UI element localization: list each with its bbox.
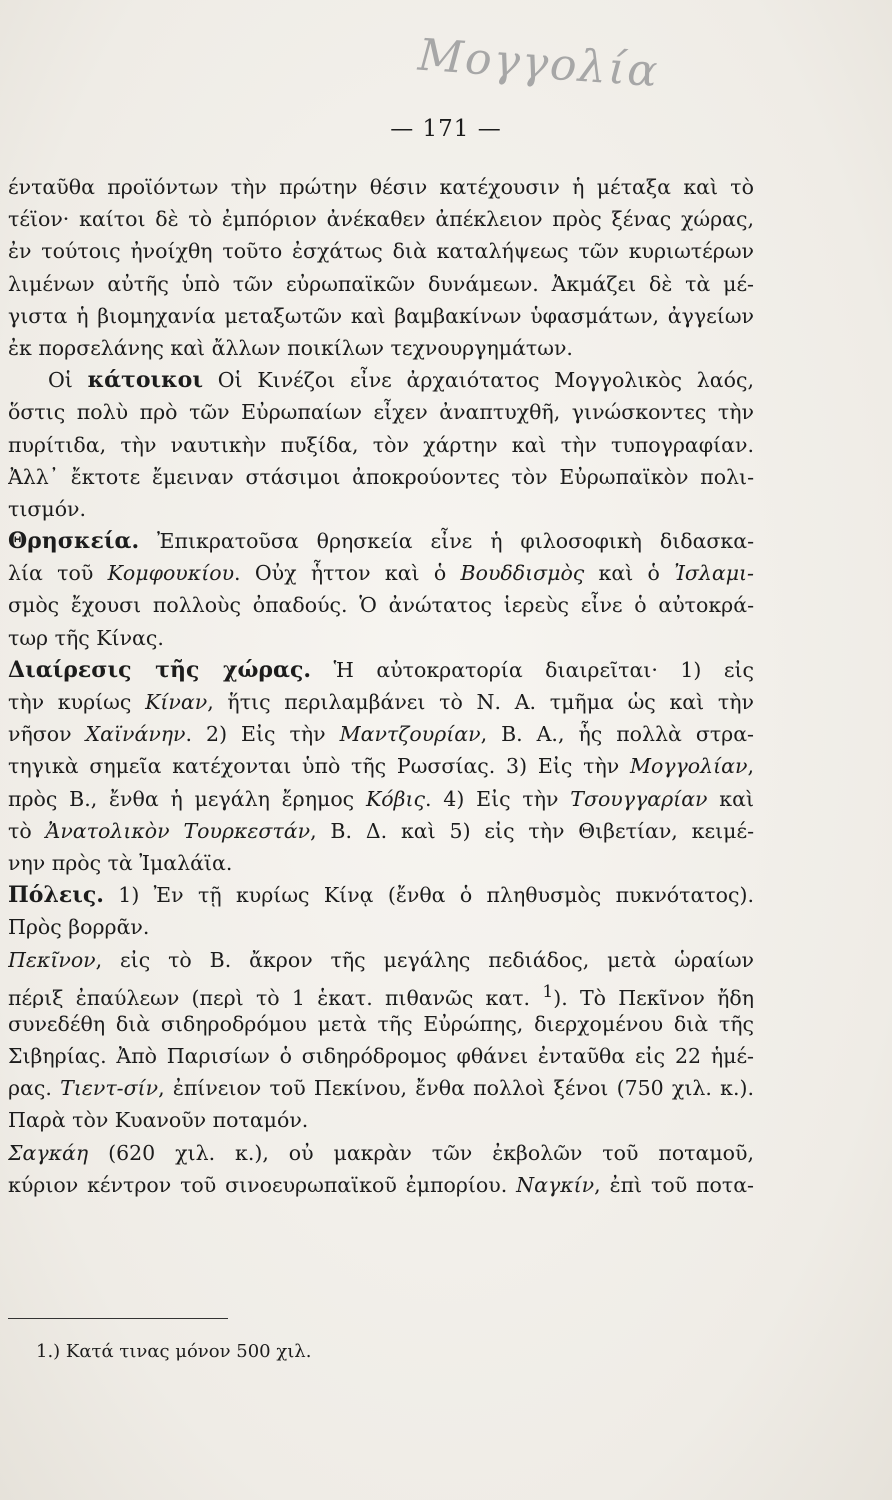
threskeia-paragraph: Θρησκεία. Ἐπικρατοῦσα θρησκεία εἶνε ἡ φιλοσοφικὴ διδασκα-: [8, 528, 754, 555]
section-label-diairesis: Διαίρεσις τῆς χώρας.: [8, 656, 312, 683]
text-line: ένταῦθα προϊόντων τὴν πρώτην θέσιν κατέχουσιν ἡ μέταξα καὶ τὸ: [8, 175, 754, 199]
text-line: ρας. Τιεντ-σίν, ἐπίνειον τοῦ Πεκίνου, ἔνθα πολλοὶ ξένοι (750 χιλ. κ.).: [8, 1076, 754, 1101]
section-label-katoikoi: κάτοικοι: [87, 367, 203, 394]
text-line: Σαγκάη (620 χιλ. κ.), οὐ μακρὰν τῶν ἐκβολῶν τοῦ ποταμοῦ,: [8, 1140, 754, 1165]
section-label-poleis: Πόλεις.: [8, 882, 104, 909]
text-line: ἐκ πορσελάνης καὶ ἄλλων ποικίλων τεχνουργημάτων.: [8, 335, 573, 360]
handwritten-annotation: Μογγολία: [416, 29, 661, 98]
text-line: Σιβηρίας. Ἀπὸ Παρισίων ὁ σιδηρόδρομος φθάνει ἐνταῦθα εἰς 22 ἡμέ-: [8, 1044, 754, 1069]
text-line: συνεδέθη διὰ σιδηροδρόμου μετὰ τῆς Εὐρώπης, διερχομένου διὰ τῆς: [8, 1011, 754, 1036]
poleis-paragraph: Πόλεις. 1) Ἐν τῇ κυρίως Κίνᾳ (ἔνθα ὁ πληθυσμὸς πυκνότατος).: [8, 882, 754, 909]
footnote-marker: 1: [542, 981, 554, 1002]
text-line: πρὸς Β., ἔνθα ἡ μεγάλη ἔρημος Κόβις. 4) Εἰς τὴν Τσουγγαρίαν καὶ: [8, 786, 754, 811]
footnote-divider: [8, 1318, 228, 1319]
text-line: πέριξ ἐπαύλεων (περὶ τὸ 1 ἑκατ. πιθανῶς κατ. $^1$). Τὸ Πεκῖνον ἤδη: [8, 981, 754, 1008]
text-line: τέϊον· καίτοι δὲ τὸ ἐμπόριον ἀνέκαθεν ἀπέκλειον πρὸς ξένας χώρας,: [8, 207, 754, 232]
text-line: νην πρὸς τὰ Ἰμαλάϊα.: [8, 850, 233, 875]
katoikoi-paragraph: Οἱ κάτοικοι Οἱ Κινέζοι εἶνε ἀρχαιότατος Μογγολικὸς λαός,: [48, 367, 754, 394]
text-line: ὅστις πολὺ πρὸ τῶν Εὐρωπαίων εἶχεν ἀναπτυχθῆ, γινώσκοντες τὴν: [8, 400, 754, 425]
text-line: τὴν κυρίως Κίναν, ἥτις περιλαμβάνει τὸ Ν. Α. τμῆμα ὡς καὶ τὴν: [8, 690, 754, 714]
text-line: κύριον κέντρον τοῦ σινοευρωπαϊκοῦ ἐμπορίου. Ναγκίν, ἐπὶ τοῦ ποτα-: [8, 1172, 754, 1197]
text-line: Πρὸς βορρᾶν.: [8, 915, 150, 940]
text-line: τισμόν.: [8, 496, 87, 521]
text-line: τὸ Ἀνατολικὸν Τουρκεστάν, Β. Δ. καὶ 5) εἰς τὴν Θιβετίαν, κειμέ-: [8, 818, 754, 843]
text-body: [8, 171, 754, 1201]
text-line: λιμένων αὐτῆς ὑπὸ τῶν εὐρωπαϊκῶν δυνάμεων. Ἀκμάζει δὲ τὰ μέ-: [8, 271, 754, 296]
diairesis-paragraph: Διαίρεσις τῆς χώρας. Ἡ αὐτοκρατορία διαιρεῖται· 1) εἰς: [8, 656, 754, 683]
text-line: τωρ τῆς Κίνας.: [8, 625, 164, 650]
text-line: Ἀλλ᾽ ἔκτοτε ἔμειναν στάσιμοι ἀποκρούοντες τὸν Εὐρωπαϊκὸν πολι-: [8, 464, 754, 489]
text-line: Παρὰ τὸν Κυανοῦν ποταμόν.: [8, 1108, 309, 1133]
section-label-threskeia: Θρησκεία.: [8, 528, 140, 555]
text-line: Πεκῖνον, εἰς τὸ Β. ἄκρον τῆς μεγάλης πεδιάδος, μετὰ ὡραίων: [8, 947, 754, 972]
text-line: σμὸς ἔχουσι πολλοὺς ὀπαδούς. Ὁ ἀνώτατος ἱερεὺς εἶνε ὁ αὐτοκρά-: [8, 593, 754, 618]
text-line: τηγικὰ σημεῖα κατέχονται ὑπὸ τῆς Ρωσσίας. 3) Εἰς τὴν Μογγολίαν,: [8, 754, 754, 779]
text-line: λία τοῦ Κομφουκίου. Οὐχ ἧττον καὶ ὁ Βουδδισμὸς καὶ ὁ Ἰσλαμι-: [8, 561, 754, 586]
page-number: — 171 —: [390, 116, 502, 142]
text-line: γιστα ἡ βιομηχανία μεταξωτῶν καὶ βαμβακίνων ὑφασμάτων, ἀγγείων: [8, 303, 754, 328]
text-line: νῆσον Χαϊνάνην. 2) Εἰς τὴν Μαντζουρίαν, Β. Α., ἧς πολλὰ στρα-: [8, 722, 754, 747]
footnote: 1.) Κατά τινας μόνον 500 χιλ.: [36, 1341, 312, 1362]
text-line: ἐν τούτοις ἠνοίχθη τοῦτο ἐσχάτως διὰ καταλήψεως τῶν κυριωτέρων: [8, 239, 754, 264]
text-line: πυρίτιδα, τὴν ναυτικὴν πυξίδα, τὸν χάρτην καὶ τὴν τυπογραφίαν.: [8, 432, 754, 457]
